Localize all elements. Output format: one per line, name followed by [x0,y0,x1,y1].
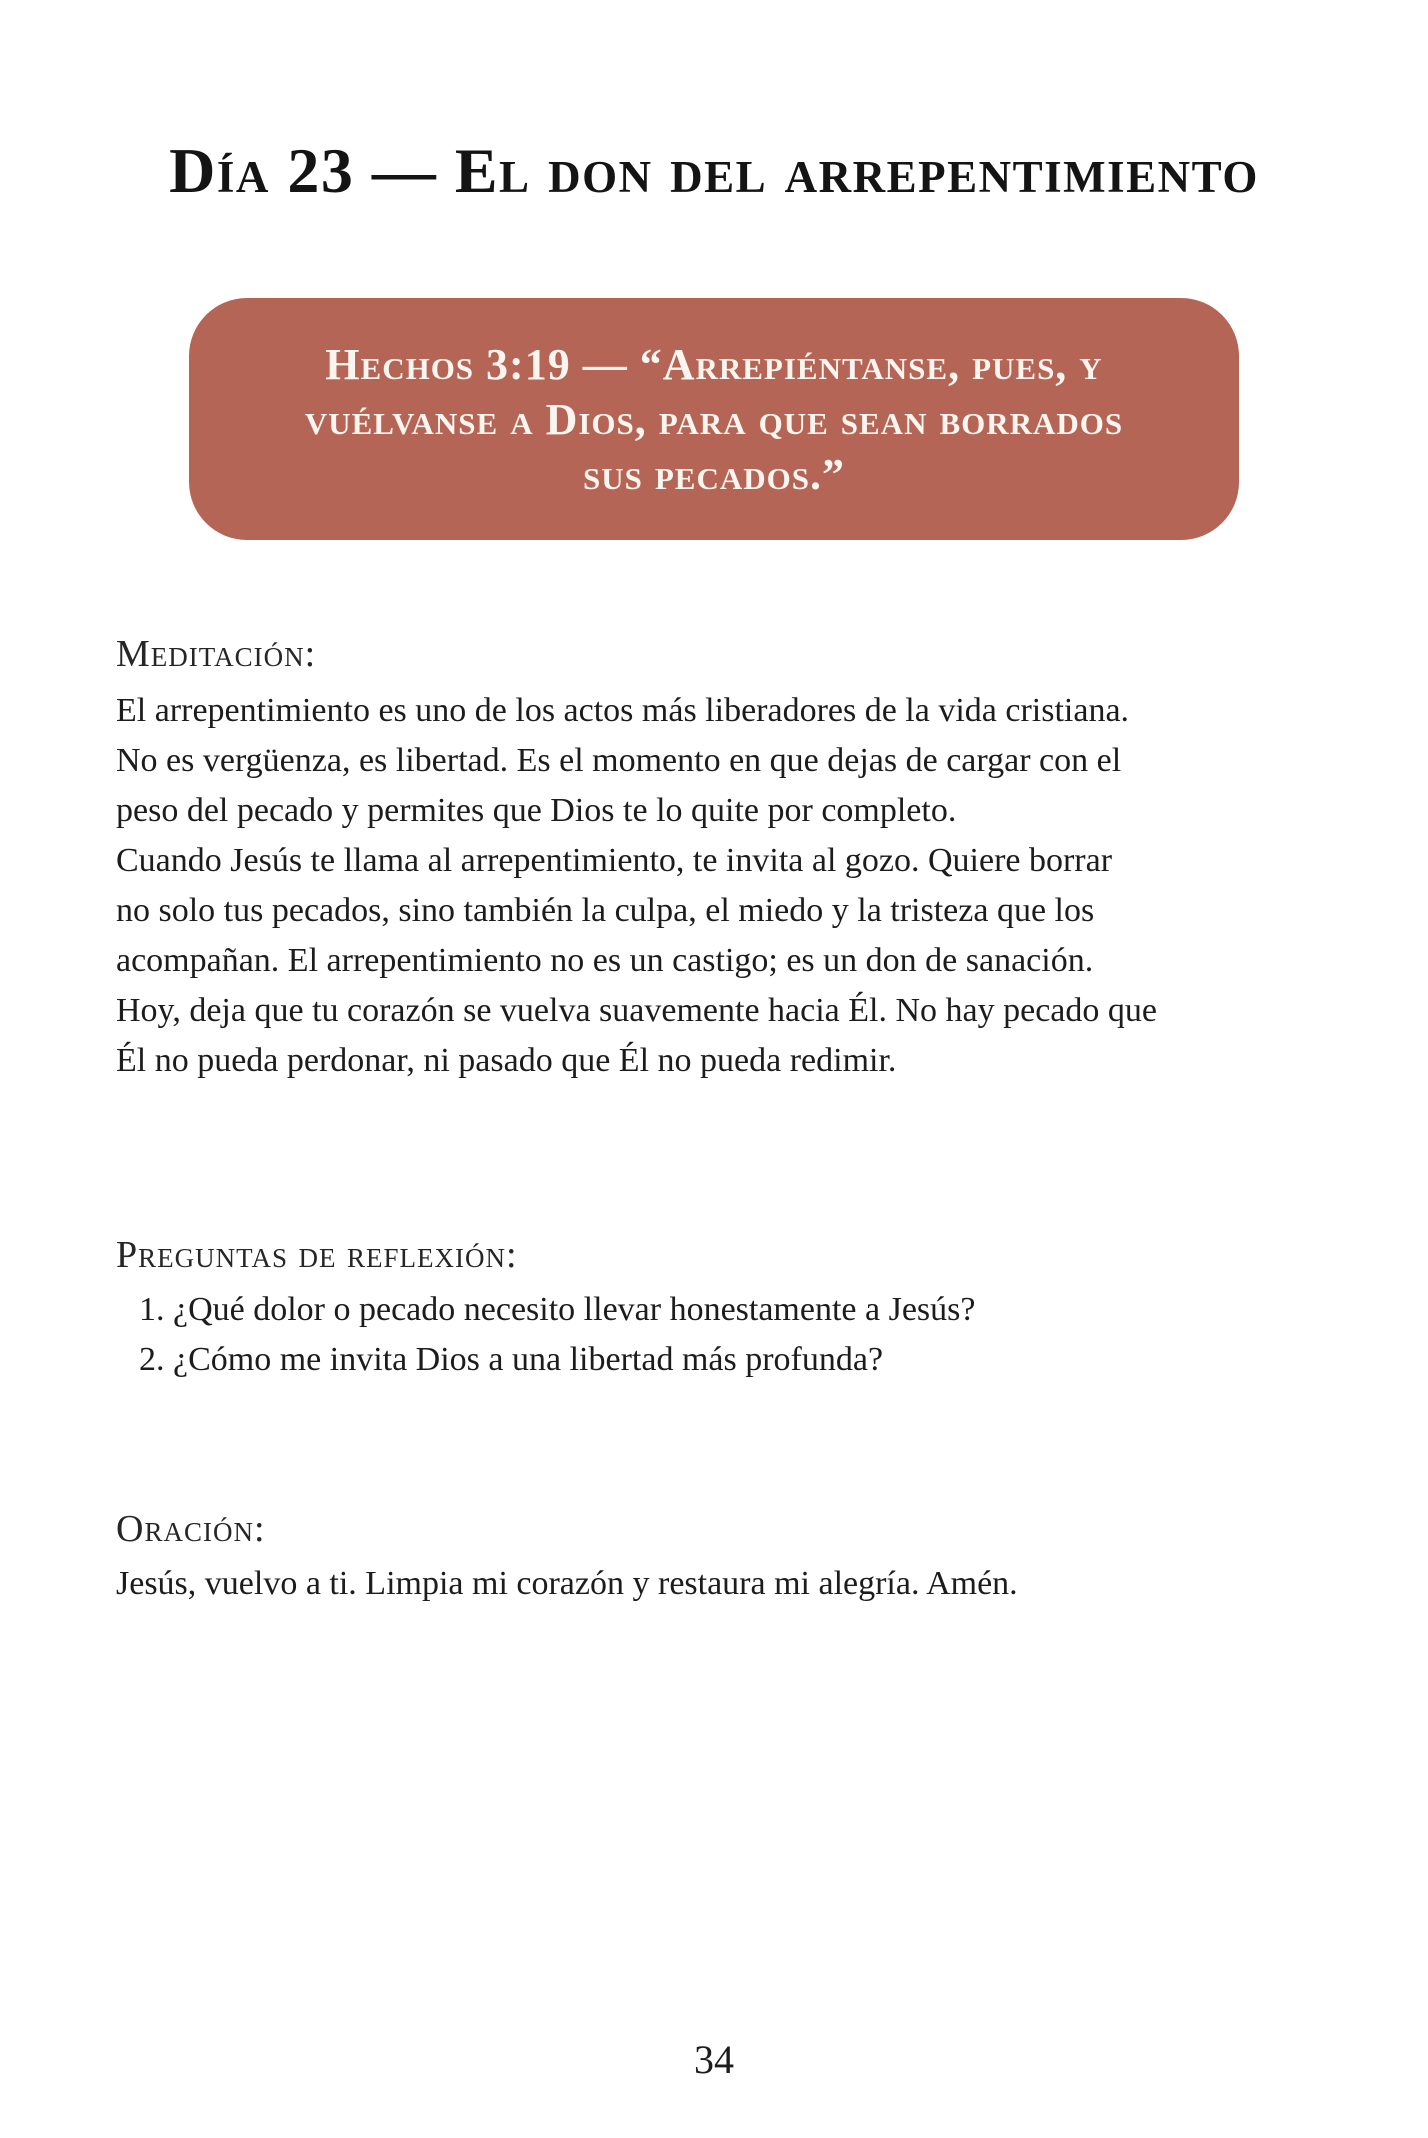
meditation-line: acompañan. El arrepentimiento no es un castigo; es un don de sanación. [116,942,1094,979]
questions-heading: Preguntas de reflexión: [116,1234,518,1276]
meditation-line: No es vergüenza, es libertad. Es el momento en que dejas de cargar con el [116,742,1122,779]
meditation-body [116,686,1326,1086]
page-content [116,628,1326,1609]
meditation-line: Él no pueda perdonar, ni pasado que Él no pueda redimir. [116,1042,897,1079]
prayer-heading: Oración: [116,1508,266,1550]
verse-line: vuélvanse a Dios, para que sean borrados [304,394,1124,444]
questions-list [116,1285,1326,1385]
meditation-line: Hoy, deja que tu corazón se vuelva suavemente hacia Él. No hay pecado que [116,992,1157,1029]
meditation-line: no solo tus pecados, sino también la culpa, el miedo y la tristeza que los [116,892,1095,929]
meditation-heading: Meditación: [116,633,317,675]
verse-line: sus pecados.” [583,449,845,499]
verse-line: Hechos 3:19 — “Arrepiéntanse, pues, y [325,339,1103,389]
page-title: Día 23 — El don del arrepentimiento [169,135,1259,206]
verse-callout-box [189,298,1239,540]
meditation-line: peso del pecado y permites que Dios te lo quite por completo. [116,792,957,829]
prayer-text: Jesús, vuelvo a ti. Limpia mi corazón y restaura mi alegría. Amén. [116,1565,1018,1602]
meditation-line: El arrepentimiento es uno de los actos más liberadores de la vida cristiana. [116,692,1130,729]
question-item: 1. ¿Qué dolor o pecado necesito llevar honestamente a Jesús? [173,1285,1326,1335]
page-number: 34 [694,2037,734,2082]
meditation-line: Cuando Jesús te llama al arrepentimiento, te invita al gozo. Quiere borrar [116,842,1113,879]
question-item: 2. ¿Cómo me invita Dios a una libertad más profunda? [173,1335,1326,1385]
